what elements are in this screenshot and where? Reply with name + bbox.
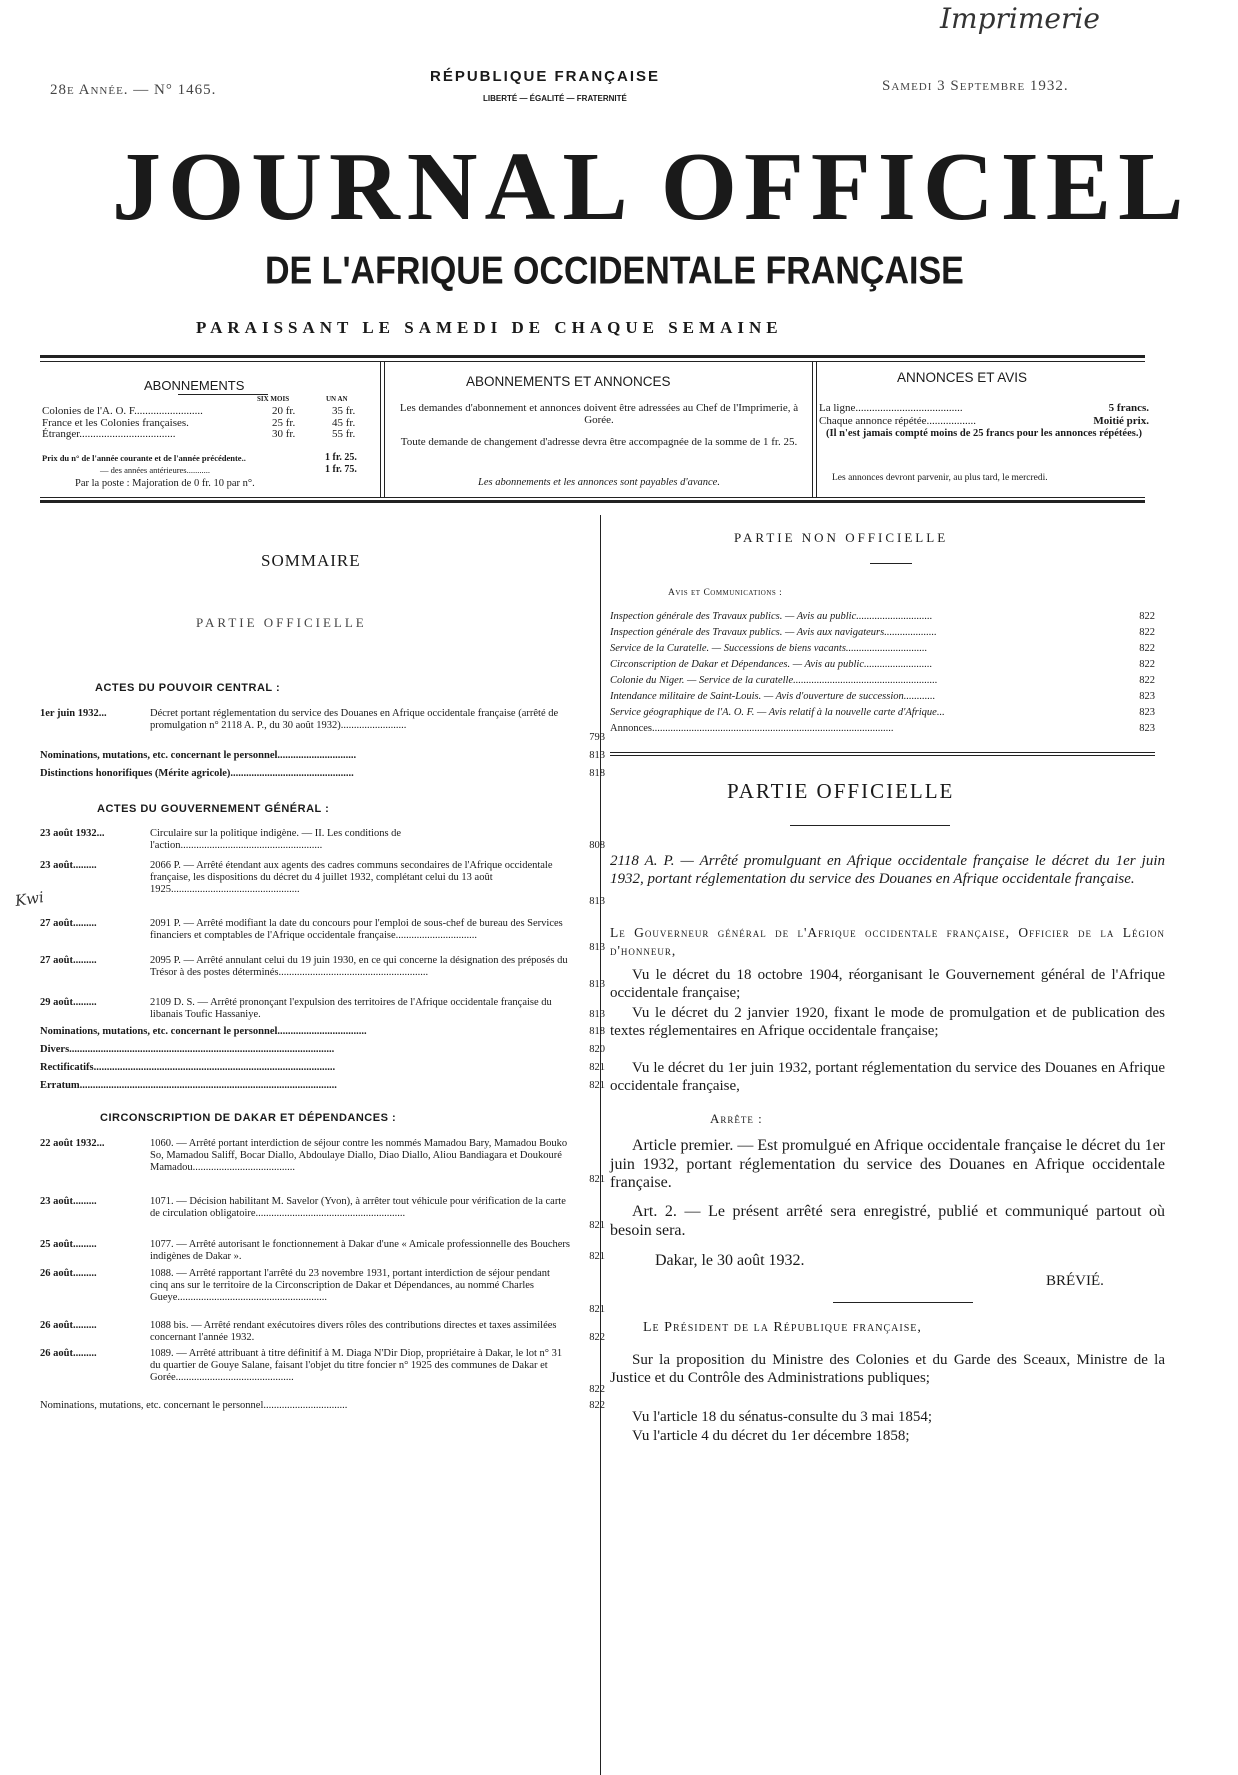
row-date: 1er juin 1932...	[40, 708, 107, 719]
annonce-note: (Il n'est jamais compté moins de 25 francs pour les annonces répétées.)	[826, 428, 1142, 439]
row-date: 23 août.........	[40, 1196, 97, 1207]
poste-note: Par la poste : Majoration de 0 fr. 10 par n°.	[75, 478, 255, 489]
annonce-val: 5 francs.	[1108, 402, 1149, 414]
row-page: 793	[589, 732, 605, 743]
issue-date: Samedi 3 Septembre 1932.	[882, 78, 1069, 94]
vu-5: Vu l'article 4 du décret du 1er décembre 1858;	[632, 1428, 910, 1444]
row-text: 1088. — Arrêté rapportant l'arrêté du 23 novembre 1931, portant interdiction de séjour pendant cinq ans sur le territoire de la Circonscription de Dakar et Dépendances, au nommé Charles Gueye.........................................................	[150, 1268, 550, 1303]
row-date: 25 août.........	[40, 1239, 97, 1250]
avis-text: Annonces............................................................................................	[610, 723, 894, 734]
row-text: 1077. — Arrêté autorisant le fonctionnement à Dakar d'une « Amicale professionnelle des Bouchers indigènes de Dakar ».	[150, 1239, 571, 1262]
short-rule	[870, 563, 912, 564]
vu-1: Vu le décret du 18 octobre 1904, réorganisant le Gouvernement général de l'Afrique occidentale française;	[610, 967, 1165, 1001]
summary-row	[40, 1138, 605, 1194]
col-six-mois: SIX MOIS	[257, 395, 290, 403]
article-2: Art. 2. — Le présent arrêté sera enregistré, publié et communiqué partout où besoin sera.	[610, 1203, 1165, 1239]
short-rule	[790, 825, 950, 826]
short-rule	[833, 1302, 973, 1303]
row-date: 27 août.........	[40, 955, 97, 966]
avis-page: 822	[1139, 643, 1155, 654]
avis-page: 822	[1139, 659, 1155, 670]
abo-row-an: 45 fr.	[332, 416, 356, 429]
row-page: 813	[589, 896, 605, 907]
avis-page: 823	[1139, 691, 1155, 702]
row-date: 26 août.........	[40, 1348, 97, 1359]
section-rule	[610, 752, 1155, 753]
section-rule-2	[610, 755, 1155, 756]
annonces-avis-heading: ANNONCES ET AVIS	[897, 370, 1028, 385]
box-divider-2b	[816, 362, 817, 497]
row-date: 23 août.........	[40, 860, 97, 871]
avis-page: 823	[1139, 723, 1155, 734]
annonce-val: Moitié prix.	[1093, 415, 1149, 427]
abo-row	[42, 429, 372, 441]
journal-title: JOURNAL OFFICIEL	[112, 133, 1191, 241]
row-text: 2109 D. S. — Arrêté prononçant l'expulsion des territoires de l'Afrique occidentale française du libanais Toufic Hassaniye.	[150, 997, 552, 1020]
abo-row-label: France et les Colonies françaises.	[42, 416, 189, 429]
avis-text: Circonscription de Dakar et Dépendances. — Avis au public..........................	[610, 659, 933, 670]
avis-communications: Avis et Communications :	[668, 588, 783, 598]
row-date: 29 août.........	[40, 997, 97, 1008]
vu-2: Vu le décret du 2 janvier 1920, fixant le mode de promulgation et de publication des textes réglementaires en Afrique occidentale française;	[610, 1005, 1165, 1039]
box-top-rule	[40, 355, 1145, 358]
row-text: Nominations, mutations, etc. concernant le personnel..................................	[40, 1026, 367, 1037]
prix-line-2: — des années antérieures...........	[100, 465, 210, 475]
row-text: Erratum..................................................................................................	[40, 1080, 337, 1091]
box-divider-1b	[384, 362, 385, 497]
summary-plain-row	[40, 768, 605, 780]
annonce-footer: Les annonces devront parvenir, au plus tard, le mercredi.	[832, 473, 1048, 483]
abo-row-six: 20 fr.	[272, 405, 296, 417]
abo-row-an: 35 fr.	[332, 405, 356, 417]
row-page: 808	[589, 840, 605, 851]
avis-page: 822	[1139, 627, 1155, 638]
row-page: 820	[589, 1044, 605, 1055]
summary-row	[40, 1348, 605, 1398]
abo-annonces-p2: Toute demande de changement d'adresse devra être accompagnée de la somme de 1 fr. 25.	[400, 436, 798, 448]
year-issue: 28e Année. — N° 1465.	[50, 82, 217, 98]
row-text: Divers.....................................................................................................	[40, 1044, 335, 1055]
row-date: 26 août.........	[40, 1320, 97, 1331]
sur-proposition: Sur la proposition du Ministre des Colonies et du Garde des Sceaux, Ministre de la Justice et du Contrôle des Administrations publiques;	[610, 1352, 1165, 1386]
box-divider-1	[380, 362, 381, 497]
vu-3: Vu le décret du 1er juin 1932, portant réglementation du service des Douanes en Afrique occidentale française,	[610, 1060, 1165, 1094]
annonces-rows	[819, 402, 1149, 440]
col-un-an: UN AN	[326, 395, 348, 403]
row-page: 822	[589, 1384, 605, 1395]
summary-row	[40, 828, 605, 856]
annonce-label: La ligne.......................................	[819, 402, 963, 414]
summary-plain-row	[40, 1400, 605, 1412]
row-date: 27 août.........	[40, 918, 97, 929]
article-1: Article premier. — Est promulgué en Afrique occidentale française le décret du 1er juin 1932, portant réglementation du service des Douanes en Afrique occidentale française.	[610, 1137, 1165, 1191]
officielle-heading: PARTIE OFFICIELLE	[727, 779, 955, 803]
avis-text: Intendance militaire de Saint-Louis. — Avis d'ouverture de succession............	[610, 691, 936, 702]
sommaire-partie: PARTIE OFFICIELLE	[196, 615, 367, 630]
section-dakar: CIRCONSCRIPTION DE DAKAR ET DÉPENDANCES :	[100, 1112, 397, 1124]
row-page: 818	[589, 1026, 605, 1037]
row-text: Nominations, mutations, etc. concernant le personnel..............................	[40, 750, 357, 761]
president-title: Le Président de la République française,	[643, 1320, 922, 1335]
motto: LIBERTÉ — ÉGALITÉ — FRATERNITÉ	[483, 94, 627, 103]
summary-row	[40, 1196, 605, 1234]
summary-row	[40, 997, 605, 1023]
row-page: 822	[589, 1400, 605, 1411]
handwritten-note: Imprimerie	[940, 2, 1100, 35]
summary-plain-row	[40, 1080, 605, 1092]
section-pouvoir-central: ACTES DU POUVOIR CENTRAL :	[95, 682, 281, 694]
row-page: 821	[589, 1062, 605, 1073]
box-bottom-rule	[40, 500, 1145, 503]
summary-plain-row	[40, 1026, 605, 1038]
abo-row-label: Colonies de l'A. O. F.........................	[42, 405, 203, 417]
row-text: Nominations, mutations, etc. concernant le personnel................................	[40, 1400, 348, 1411]
abo-row-six: 25 fr.	[272, 416, 296, 429]
row-page: 813	[589, 1009, 605, 1020]
summary-plain-row	[40, 1062, 605, 1074]
arrete-word: Arrête :	[710, 1111, 763, 1126]
annonce-label: Chaque annonce répétée..................	[819, 415, 976, 427]
abonnements-underline	[178, 394, 268, 395]
avis-text: Colonie du Niger. — Service de la curatelle.......................................................	[610, 675, 938, 686]
abo-row-an: 55 fr.	[332, 428, 356, 440]
summary-row	[40, 918, 605, 956]
annonce-row	[819, 402, 1149, 415]
row-text: 2095 P. — Arrêté annulant celui du 19 juin 1930, en ce qui concerne la désignation des préposés du Trésor à des postes déterminés.........................................................	[150, 955, 568, 978]
summary-row	[40, 1320, 605, 1346]
row-text: 1060. — Arrêté portant interdiction de séjour contre les nommés Mamadou Bary, Mamadou Bouko So, Mamadou Saliff, Bocar Diallo, Abdoulaye Diallo, Diao Diallo, Aliou Bandiagara et Doukouré Mamadou.......................................	[150, 1138, 568, 1173]
row-text: 2091 P. — Arrêté modifiant la date du concours pour l'emploi de sous-chef de bureau des Services financiers et comptables de l'Afrique occidentale française...............................	[150, 918, 563, 941]
row-text: Circulaire sur la politique indigène. — II. Les conditions de l'action......................................................	[150, 828, 402, 851]
summary-plain-row	[40, 1044, 605, 1056]
row-page: 821	[589, 1251, 605, 1262]
abonnements-table	[42, 406, 372, 441]
avis-text: Service de la Curatelle. — Successions de biens vacants...............................	[610, 643, 928, 654]
annonce-row	[819, 415, 1149, 428]
row-page: 821	[589, 1304, 605, 1315]
row-page: 813	[589, 942, 605, 953]
summary-row	[40, 955, 605, 993]
gouverneur-title: Le Gouverneur général de l'Afrique occidentale française, Officier de la Légion d'honneur,	[610, 925, 1165, 958]
journal-subtitle: DE L'AFRIQUE OCCIDENTALE FRANÇAISE	[265, 249, 964, 293]
abonnements-heading: ABONNEMENTS	[144, 378, 245, 393]
non-officielle-heading: PARTIE NON OFFICIELLE	[734, 530, 949, 545]
vu-4: Vu l'article 18 du sénatus-consulte du 3 mai 1854;	[632, 1409, 933, 1425]
row-text: Distinctions honorifiques (Mérite agricole)...............................................	[40, 768, 354, 779]
row-date: 23 août 1932...	[40, 828, 105, 839]
row-text: 1071. — Décision habilitant M. Savelor (Yvon), à arrêter tout véhicule pour vérification de la carte de circulation obligatoire.........................................................	[150, 1196, 566, 1219]
avis-text: Service géographique de l'A. O. F. — Avis relatif à la nouvelle carte d'Afrique...	[610, 707, 945, 718]
place-date: Dakar, le 30 août 1932.	[655, 1252, 805, 1269]
margin-note: Kwi	[13, 888, 45, 910]
avis-page: 822	[1139, 675, 1155, 686]
summary-plain-row	[40, 750, 605, 762]
row-date: 22 août 1932...	[40, 1138, 105, 1149]
avis-page: 823	[1139, 707, 1155, 718]
row-page: 813	[589, 750, 605, 761]
summary-row	[40, 708, 605, 744]
avis-text: Inspection générale des Travaux publics. — Avis au public.............................	[610, 611, 933, 622]
row-page: 821	[589, 1174, 605, 1185]
row-page: 813	[589, 979, 605, 990]
sommaire-heading: SOMMAIRE	[261, 551, 361, 570]
box-divider-2	[812, 362, 813, 497]
row-text: Décret portant réglementation du service des Douanes en Afrique occidentale française (arrêté de promulgation n° 2118 A. P., du 30 août 1932).........................	[150, 708, 559, 731]
row-page: 821	[589, 1080, 605, 1091]
arrete-title: 2118 A. P. — Arrêté promulguant en Afrique occidentale française le décret du 1er juin 1932, portant réglementation du service des Douanes en Afrique occidentale française.	[610, 853, 1165, 887]
abo-row-label: Étranger...................................	[42, 428, 176, 440]
prix-line-1: Prix du n° de l'année courante et de l'année précédente..	[42, 453, 246, 463]
prix-val-2: 1 fr. 75.	[325, 464, 357, 475]
row-date: 26 août.........	[40, 1268, 97, 1279]
avis-page: 822	[1139, 611, 1155, 622]
avis-text: Inspection générale des Travaux publics. — Avis aux navigateurs....................	[610, 627, 937, 638]
row-page: 821	[589, 1220, 605, 1231]
section-gouvernement-general: ACTES DU GOUVERNEMENT GÉNÉRAL :	[97, 803, 330, 815]
row-text: Rectificatifs............................................................................................	[40, 1062, 336, 1073]
box-bottom-rule-thin	[40, 497, 1145, 498]
row-page: 818	[589, 768, 605, 779]
abo-row-six: 30 fr.	[272, 428, 296, 440]
row-page: 822	[589, 1332, 605, 1343]
signature: BRÉVIÉ.	[1046, 1273, 1104, 1289]
abo-annonces-p3: Les abonnements et les annonces sont payables d'avance.	[478, 477, 720, 488]
summary-row	[40, 860, 605, 910]
summary-row	[40, 1268, 605, 1318]
row-text: 1088 bis. — Arrêté rendant exécutoires divers rôles des contributions directes et taxes assimilées concernant l'année 1932.	[150, 1320, 557, 1343]
box-top-rule-thin	[40, 361, 1145, 362]
row-text: 1089. — Arrêté attribuant à titre définitif à M. Diaga N'Dir Diop, propriétaire à Dakar, le lot n° 31 du quartier de Gouye Salane, faisant l'objet du titre foncier n° 1925 des communes de Dakar et Gorée.............................................	[150, 1348, 563, 1383]
abo-annonces-p1: Les demandes d'abonnement et annonces doivent être adressées au Chef de l'Imprimerie, à Gorée.	[399, 402, 799, 426]
abo-annonces-heading: ABONNEMENTS ET ANNONCES	[466, 374, 671, 389]
prix-val-1: 1 fr. 25.	[325, 452, 357, 463]
republic-label: RÉPUBLIQUE FRANÇAISE	[430, 68, 661, 85]
publication-frequency: PARAISSANT LE SAMEDI DE CHAQUE SEMAINE	[196, 318, 783, 337]
row-text: 2066 P. — Arrêté étendant aux agents des cadres communs secondaires de l'Afrique occidentale française, les dispositions du décret du 4 juillet 1932, complétant celui du 13 août 1925.................................................	[150, 860, 553, 895]
